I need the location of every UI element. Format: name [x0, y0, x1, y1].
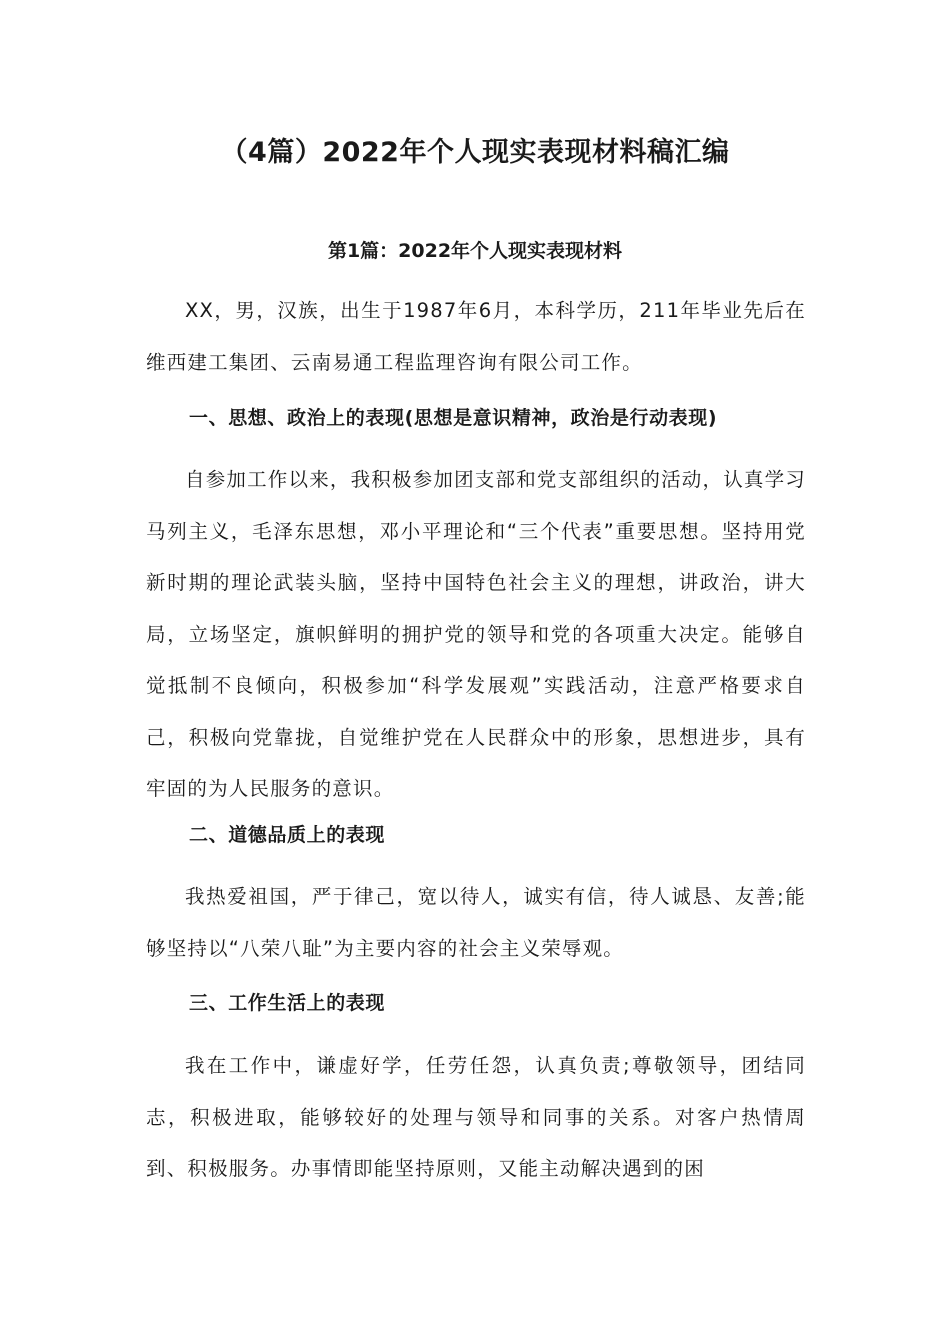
paragraph-work-life: 我在工作中，谦虚好学，任劳任怨，认真负责;尊敬领导，团结同志，积极进取，能够较好的处理与领导和同事的关系。对客户热情周到、积极服务。办事情即能坚持原则，又能主动解决遇到的困 [146, 1054, 806, 1180]
section-title: 第1篇：2022年个人现实表现材料 [327, 240, 623, 262]
heading-ideology-politics: 一、思想、政治上的表现(思想是意识精神，政治是行动表现) [189, 407, 718, 429]
paragraph-ideology-politics: 自参加工作以来，我积极参加团支部和党支部组织的活动，认真学习马列主义，毛泽东思想，邓小平理论和“三个代表”重要思想。坚持用党新时期的理论武装头脑，坚持中国特色社会主义的理想，讲政治，讲大局，立场坚定，旗帜鲜明的拥护党的领导和党的各项重大决定。能够自觉抵制不良倾向，积极参加“科学发展观”实践活动，注意严格要求自己，积极向党靠拢，自觉维护党在人民群众中的形象，思想进步，具有牢固的为人民服务的意识。 [146, 468, 807, 800]
paragraph-moral-quality: 我热爱祖国，严于律己，宽以待人，诚实有信，待人诚恳、友善;能够坚持以“八荣八耻”为主要内容的社会主义荣辱观。 [146, 885, 806, 960]
heading-moral-quality: 二、道德品质上的表现 [189, 824, 386, 846]
document-title: （4篇）2022年个人现实表现材料稿汇编 [220, 137, 730, 168]
heading-work-life: 三、工作生活上的表现 [189, 992, 386, 1014]
intro-paragraph: XX，男，汉族，出生于1987年6月，本科学历，211年毕业先后在维西建工集团、云南易通工程监理咨询有限公司工作。 [146, 299, 806, 374]
